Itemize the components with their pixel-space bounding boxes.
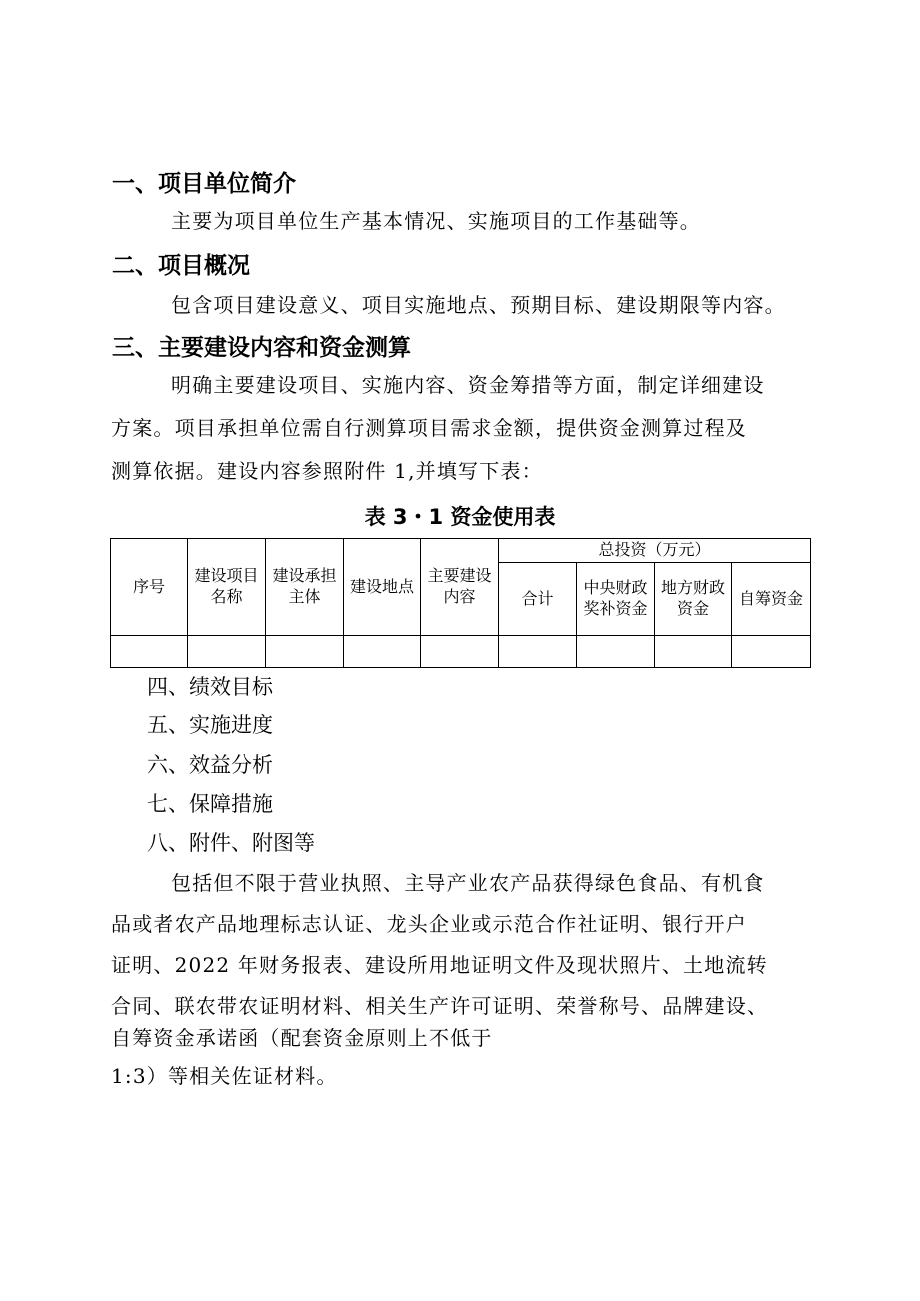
attachments-line-1: 包括但不限于营业执照、主导产业农产品获得绿色食品、有机食 bbox=[171, 871, 765, 895]
fund-usage-table bbox=[110, 538, 811, 668]
table-caption-text: 表 3・1 资金使用表 bbox=[364, 505, 556, 529]
header-content: 主要建设内容 bbox=[421, 539, 499, 636]
header-central-funds: 中央财政奖补资金 bbox=[577, 563, 655, 636]
section-2-body: 包含项目建设意义、项目实施地点、预期目标、建设期限等内容。 bbox=[171, 293, 786, 317]
section-3-line-2: 方案。项目承担单位需自行测算项目需求金额，提供资金测算过程及 bbox=[111, 416, 747, 440]
section-4-heading: 四、绩效目标 bbox=[147, 675, 273, 699]
header-self-funds: 自筹资金 bbox=[732, 563, 811, 636]
table-cell[interactable] bbox=[266, 636, 344, 668]
header-location: 建设地点 bbox=[344, 539, 421, 636]
table-cell[interactable] bbox=[111, 636, 188, 668]
header-local-funds: 地方财政资金 bbox=[655, 563, 732, 636]
attachments-line-6: 1:3）等相关佐证材料。 bbox=[111, 1064, 338, 1088]
header-seq: 序号 bbox=[111, 539, 188, 636]
table-header-row-1 bbox=[111, 539, 811, 563]
attachments-line-3: 证明、2022 年财务报表、建设所用地证明文件及现状照片、土地流转 bbox=[111, 953, 768, 977]
table-cell[interactable] bbox=[655, 636, 732, 668]
attachments-line-5: 自筹资金承诺函（配套资金原则上不低于 bbox=[111, 1026, 493, 1050]
table-caption bbox=[0, 507, 920, 528]
table-cell[interactable] bbox=[344, 636, 421, 668]
section-8-heading: 八、附件、附图等 bbox=[147, 831, 315, 855]
table-row bbox=[111, 636, 811, 668]
section-2-heading: 二、项目概况 bbox=[112, 253, 250, 279]
section-3-heading: 三、主要建设内容和资金测算 bbox=[112, 335, 411, 361]
header-project-name: 建设项目名称 bbox=[188, 539, 266, 636]
section-3-line-1: 明确主要建设项目、实施内容、资金筹措等方面，制定详细建设 bbox=[171, 373, 765, 397]
table-cell[interactable] bbox=[188, 636, 266, 668]
section-6-heading: 六、效益分析 bbox=[147, 753, 273, 777]
table-cell[interactable] bbox=[577, 636, 655, 668]
attachments-line-2: 品或者农产品地理标志认证、龙头企业或示范合作社证明、银行开户 bbox=[111, 912, 747, 936]
section-3-line-3: 测算依据。建设内容参照附件 1,并填写下表： bbox=[111, 459, 543, 483]
table-cell[interactable] bbox=[732, 636, 811, 668]
table-cell[interactable] bbox=[421, 636, 499, 668]
header-total-investment: 总投资（万元） bbox=[499, 539, 811, 563]
section-1-body: 主要为项目单位生产基本情况、实施项目的工作基础等。 bbox=[171, 209, 701, 233]
section-1-heading: 一、项目单位简介 bbox=[112, 171, 296, 197]
section-5-heading: 五、实施进度 bbox=[147, 713, 273, 737]
attachments-line-4: 合同、联农带农证明材料、相关生产许可证明、荣誉称号、品牌建设、 bbox=[111, 994, 769, 1018]
header-owner: 建设承担主体 bbox=[266, 539, 344, 636]
section-7-heading: 七、保障措施 bbox=[147, 792, 273, 816]
table-cell[interactable] bbox=[499, 636, 577, 668]
header-subtotal: 合计 bbox=[499, 563, 577, 636]
